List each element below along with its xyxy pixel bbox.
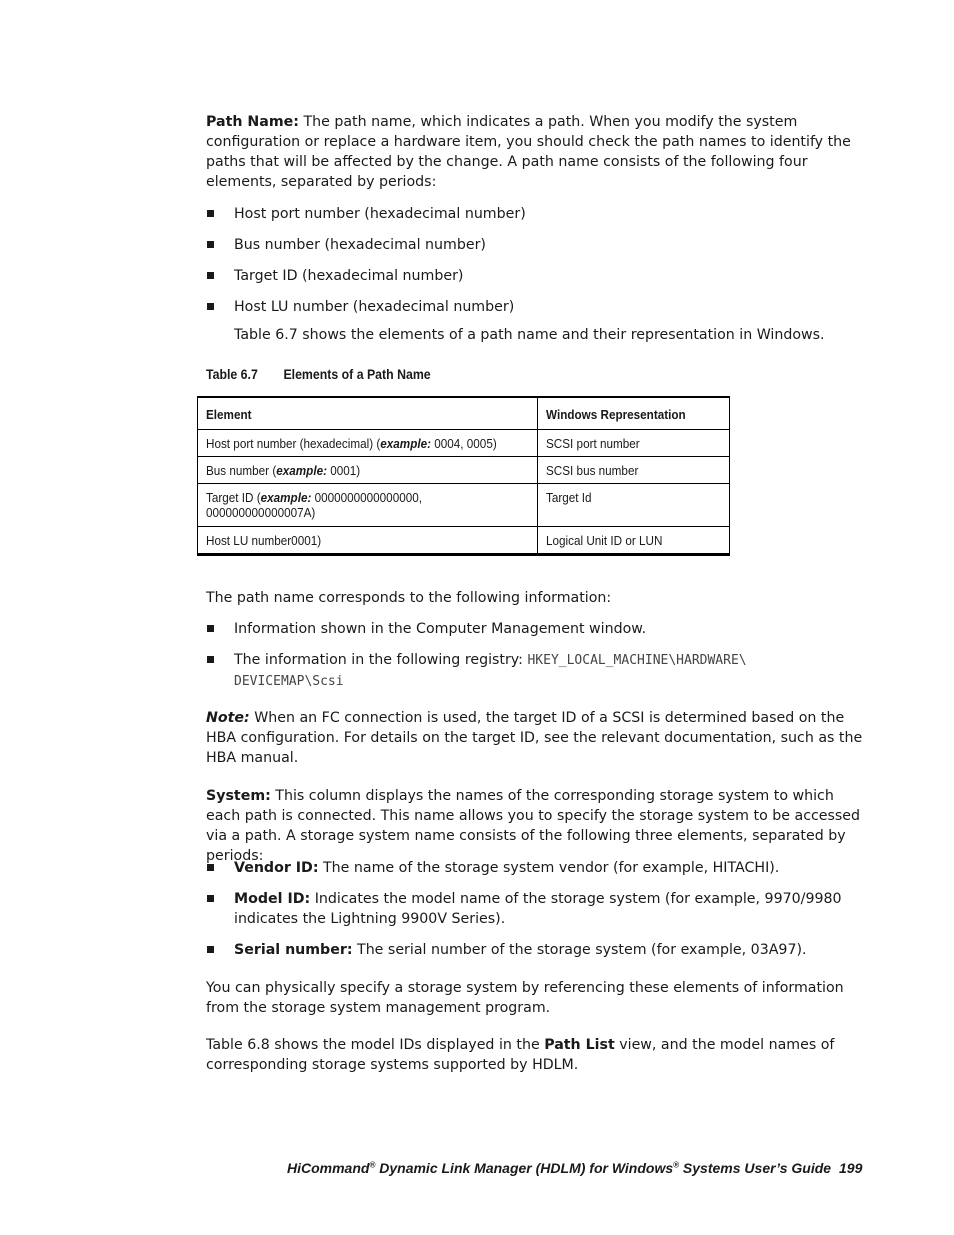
footer-title [287,1160,831,1176]
footer-part3: Systems User’s Guide [679,1160,832,1176]
table-header-row [198,397,730,430]
physical-paragraph: You can physically specify a storage system by referencing these elements of information from the storage system management program. [206,980,844,1016]
table-caption-title: Elements of a Path Name [283,366,431,382]
table-row [198,430,730,457]
table-68-paragraph [206,1035,866,1075]
system-label: System: [206,788,271,804]
cell-line2: 000000000000007A) [206,505,316,520]
cell-post: 0004, 0005) [431,436,497,451]
bullet-square-icon [207,656,214,663]
list-item-text [234,650,846,692]
registered-mark: ® [673,1160,680,1170]
table-cell [538,484,730,527]
list-item-text: Bus number (hexadecimal number) [234,237,486,253]
header-element-label: Element [206,407,252,422]
path-name-text: The path name, which indicates a path. When you modify the system configuration or replace a hardware item, you should check the path names to identify the paths that will be affected by the change. A path name consists of the following four elements, separated by periods: [206,114,851,190]
table-cell [198,430,538,457]
bullet-square-icon [207,864,214,871]
table-cell [198,527,538,555]
table-cell [198,457,538,484]
system-paragraph [206,786,866,866]
model-id-label: Model ID: [234,891,311,907]
note-label: Note: [206,710,250,726]
table-header-cell [538,397,730,430]
cell-pre: Target ID ( [206,490,261,505]
list-item-text: Target ID (hexadecimal number) [234,268,464,284]
bullet-square-icon [207,241,214,248]
bullet-square-icon [207,625,214,632]
cell-pre: Host port number (hexadecimal) ( [206,436,381,451]
vendor-id-text: The name of the storage system vendor (for example, HITACHI). [318,860,780,876]
cell-text: Host LU number0001) [206,533,322,548]
corresponds-intro: The path name corresponds to the following information: [206,590,612,606]
list-item-text [234,889,846,929]
example-label: example: [276,463,327,478]
table-row [198,457,730,484]
path-name-paragraph [206,112,866,192]
page-number: 199 [839,1160,863,1176]
cell-pre: Bus number ( [206,463,277,478]
registry-text: The information in the following registry: [234,652,528,668]
table-cell [538,457,730,484]
registry-path-line1: HKEY_LOCAL_MACHINE\HARDWARE\ [527,653,747,668]
example-label: example: [260,490,312,505]
elements-table [197,396,730,556]
cell-rep: Logical Unit ID or LUN [546,533,663,548]
model-id-text: Indicates the model name of the storage system (for example, 9970/9980 indicates the Lightning 9900V Series). [234,891,842,927]
cell-rep: SCSI bus number [546,463,639,478]
footer-part2: Dynamic Link Manager (HDLM) for Windows [375,1160,674,1176]
cell-rep: Target Id [546,490,592,505]
table-cell [538,430,730,457]
cell-text [206,490,422,505]
registry-path-line2: DEVICEMAP\Scsi [234,674,344,689]
footer-part1: HiCommand [287,1160,370,1176]
table-caption-number: Table 6.7 [206,366,258,382]
table-row [198,484,730,527]
serial-number-label: Serial number: [234,942,353,958]
bullet-square-icon [207,303,214,310]
table-caption [206,366,431,382]
bullet-square-icon [207,946,214,953]
registered-mark: ® [369,1160,376,1170]
cell-text [206,463,360,478]
path-name-label: Path Name: [206,114,299,130]
path-list-label: Path List [544,1037,615,1053]
system-text: This column displays the names of the corresponding storage system to which each path is connected. This name allows you to specify the storage system to be accessed via a path. A storage system name consists of the following three elements, separated by periods: [206,788,861,864]
cell-post: 0001) [326,463,361,478]
note-text: When an FC connection is used, the target ID of a SCSI is determined based on the HBA configuration. For details on the target ID, see the relevant documentation, such as the HBA manual. [206,710,863,766]
cell-rep: SCSI port number [546,436,640,451]
table-cell [198,484,538,527]
list-item-text: Host port number (hexadecimal number) [234,206,526,222]
table-68-post: view, and the model names of corresponding storage systems supported by HDLM. [206,1037,835,1073]
example-label: example: [380,436,432,451]
list-item-text [234,940,846,960]
cell-post: 0000000000000000, [311,490,422,505]
bullet-square-icon [207,272,214,279]
table-68-pre: Table 6.8 shows the model IDs displayed in the [206,1037,545,1053]
note-paragraph [206,708,866,768]
serial-number-text: The serial number of the storage system (for example, 03A97). [352,942,807,958]
vendor-id-label: Vendor ID: [234,860,319,876]
list-item-text [234,858,846,878]
cell-text [206,436,497,451]
table-cell [538,527,730,555]
table-row [198,527,730,555]
header-windows-label: Windows Representation [546,407,686,422]
bullet-square-icon [207,895,214,902]
table-header-cell [198,397,538,430]
list-item-text: Information shown in the Computer Management window. [234,621,647,637]
table-reference-text: Table 6.7 shows the elements of a path name and their representation in Windows. [234,327,825,343]
list-item-text: Host LU number (hexadecimal number) [234,299,515,315]
bullet-square-icon [207,210,214,217]
